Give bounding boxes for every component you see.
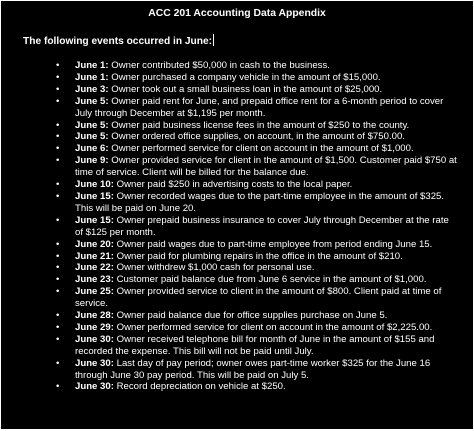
document-page — [1, 1, 473, 429]
event-date: June 5: — [75, 131, 109, 143]
event-item — [1, 239, 473, 251]
event-date: June 22: — [75, 262, 114, 274]
event-text: Owner paid balance due for office supplies purchase on June 5. — [113, 310, 388, 322]
event-date: June 30: — [75, 333, 114, 345]
event-item — [1, 60, 473, 72]
event-item — [1, 143, 473, 155]
event-item — [1, 286, 473, 310]
bullet-icon: • — [56, 274, 60, 286]
event-item — [1, 334, 473, 358]
event-text: Customer paid balance due from June 6 service in the amount of $1,000. — [113, 274, 427, 286]
bullet-icon: • — [56, 83, 60, 95]
bullet-icon: • — [56, 179, 60, 191]
bullet-icon: • — [56, 71, 60, 83]
bullet-icon: • — [56, 357, 60, 369]
document-title: ACC 201 Accounting Data Appendix — [148, 8, 326, 19]
bullet-icon: • — [56, 381, 60, 393]
event-item — [1, 310, 473, 322]
event-item — [1, 96, 473, 120]
event-item — [1, 155, 473, 179]
intro-text: The following events occurred in June: — [23, 36, 213, 47]
event-date: June 5: — [75, 119, 109, 131]
event-item — [1, 84, 473, 96]
event-item — [1, 215, 473, 239]
event-date: June 30: — [75, 357, 114, 369]
bullet-icon: • — [56, 119, 60, 131]
bullet-icon: • — [56, 95, 60, 107]
event-date: June 25: — [75, 286, 114, 298]
bullet-icon: • — [56, 286, 60, 298]
event-item — [1, 120, 473, 132]
event-date: June 9: — [75, 155, 109, 167]
event-item — [1, 358, 473, 382]
bullet-icon: • — [56, 262, 60, 274]
event-item — [1, 274, 473, 286]
event-text: Owner paid business license fees in the amount of $250 to the county. — [108, 119, 410, 131]
event-text: Owner performed service for client on account in the amount of $1,000. — [108, 143, 414, 155]
event-text: Owner contributed $50,000 in cash to the business. — [108, 60, 330, 71]
event-item — [1, 191, 473, 215]
event-item — [1, 262, 473, 274]
event-text: Owner performed service for client on account in the amount of $2,225.00. — [113, 321, 433, 333]
bullet-icon: • — [56, 155, 60, 167]
event-text: Owner recorded wages due to the part-time employee in the amount of $325. This will be paid on June 20. — [75, 190, 445, 214]
event-text: Owner paid $250 in advertising costs to the local paper. — [113, 179, 353, 191]
event-text: Owner paid rent for June, and prepaid office rent for a 6-month period to cover July through December at $1,195 per month. — [75, 95, 444, 119]
event-text: Last day of pay period; owner owes part-time worker $325 for the June 16 through June 30 pay period. This will be paid on July 5. — [75, 357, 431, 381]
event-item — [1, 72, 473, 84]
event-item — [1, 322, 473, 334]
bullet-icon: • — [56, 131, 60, 143]
event-text: Owner took out a small business loan in the amount of $25,000. — [108, 83, 383, 95]
event-date: June 28: — [75, 310, 114, 322]
intro-line — [23, 34, 214, 48]
event-text: Owner purchased a company vehicle in the amount of $15,000. — [108, 71, 381, 83]
event-date: June 23: — [75, 274, 114, 286]
event-item — [1, 179, 473, 191]
event-text: Owner paid for plumbing repairs in the office in the amount of $210. — [113, 250, 403, 262]
event-date: June 5: — [75, 95, 109, 107]
bullet-icon: • — [56, 190, 60, 202]
event-date: June 30: — [75, 381, 114, 393]
event-item — [1, 131, 473, 143]
event-text: Owner withdrew $1,000 cash for personal use. — [113, 262, 315, 274]
bullet-icon: • — [56, 60, 60, 71]
bullet-icon: • — [56, 214, 60, 226]
event-date: June 21: — [75, 250, 114, 262]
event-date: June 6: — [75, 143, 109, 155]
event-item — [1, 381, 473, 393]
event-date: June 1: — [75, 71, 109, 83]
event-text: Owner ordered office supplies, on account, in the amount of $750.00. — [108, 131, 405, 143]
bullet-icon: • — [56, 250, 60, 262]
event-list — [1, 60, 473, 393]
event-item — [1, 251, 473, 263]
event-text: Owner provided service to client in the amount of $800. Client paid at time of service. — [75, 286, 442, 310]
event-date: June 10: — [75, 179, 114, 191]
text-cursor — [213, 34, 214, 46]
event-date: June 15: — [75, 190, 114, 202]
event-text: Owner paid wages due to part-time employee from period ending June 15. — [113, 238, 433, 250]
bullet-icon: • — [56, 238, 60, 250]
bullet-icon: • — [56, 143, 60, 155]
event-text: Owner provided service for client in the amount of $1,500. Customer paid $750 at time of service. Client will be billed for the balance due. — [75, 155, 457, 179]
event-date: June 20: — [75, 238, 114, 250]
bullet-icon: • — [56, 310, 60, 322]
event-date: June 29: — [75, 321, 114, 333]
event-text: Owner prepaid business insurance to cover July through December at the rate of $125 per month. — [75, 214, 449, 238]
bullet-icon: • — [56, 333, 60, 345]
event-text: Owner received telephone bill for month of June in the amount of $155 and recorded the expense. This bill will not be paid until July. — [75, 333, 435, 357]
event-text: Record depreciation on vehicle at $250. — [113, 381, 286, 393]
event-date: June 15: — [75, 214, 114, 226]
event-date: June 1: — [75, 60, 109, 71]
event-date: June 3: — [75, 83, 109, 95]
bullet-icon: • — [56, 321, 60, 333]
